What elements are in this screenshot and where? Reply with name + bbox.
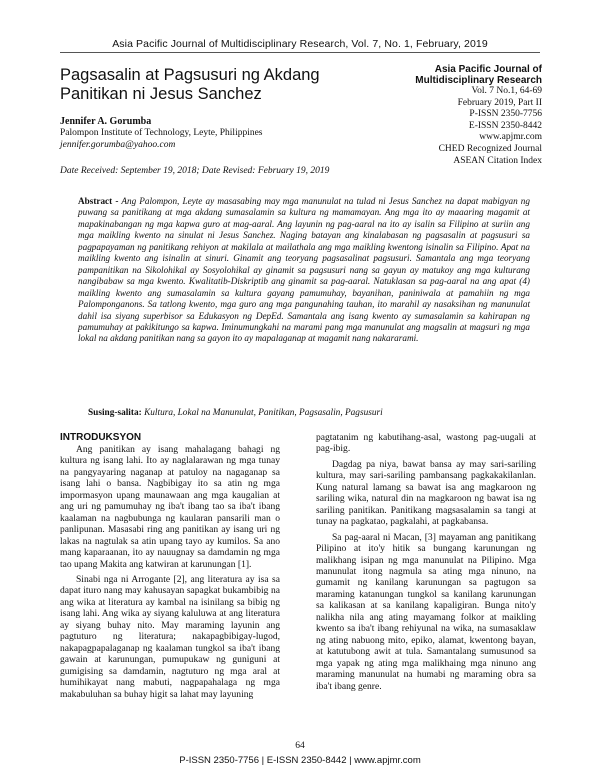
paper-title: Pagsasalin at Pagsusuri ng Akdang Panitikan ni Jesus Sanchez [60, 66, 320, 103]
journal-name-line1: Asia Pacific Journal of [434, 64, 542, 75]
intro-paragraph-2: Sinabi nga ni Arrogante [2], ang literatura ay isa sa dapat ituro nang may kahusayan sapagkat bukambibig na ang wika at literatura ay kambal na isinilang sa bibig ng isang lahi. Ang wika ay siyang kaluluwa at ang literatura ay siyang buhay nito. May maraming layunin ang pagtuturo ng literatura; nakapagbibigay-lugod, nakapagpapalaganap ng kaalaman tungkol sa iba't ibang gawain at karunungan, pumupukaw ng guniguni at gumigising sa damdamin, nagtuturo ng mga aral at humihikayat nang mabuti, nagpapahalaga ng mga makabuluhan sa buhay higit sa lahat may layuning [60, 573, 280, 700]
journal-pissn: P-ISSN 2350-7756 [469, 109, 542, 120]
running-head: Asia Pacific Journal of Multidisciplinary Research, Vol. 7, No. 1, February, 2019 [112, 38, 488, 50]
section-heading-introduksyon: INTRODUKSYON [60, 432, 142, 443]
abstract [78, 196, 530, 345]
keywords [88, 408, 528, 418]
header-rule [60, 52, 540, 53]
journal-volume: Vol. 7 No.1, 64-69 [471, 86, 542, 96]
intro-paragraph-5: Sa pag-aaral ni Macan, [3] mayaman ang panitikang Pilipino at ito'y hitik sa bungang karunungan ng malikhang isipan ng mga manunulat na Pilipino. Mga manunulat itong nagmula sa ating mga ninuno, na gumamit ng kanilang karunungan sa pagtugon sa maraming katanungan tungkol sa kanilang karunungan sa kalikasan at sa kanilang kapaligiran. Bunga nito'y nalikha nila ang ating mayamang folkor at maikling kwento sa iba't ibang rehiyunal na wika, na sumasaklaw ng ating nabuong mito, epiko, alamat, kwentong bayan, at katutubong awit at tula. Samantalang sumusunod sa mga yapak ng ating mga malikhaing mga ninuno ang maraming manunulat na humabi ng maraming obra sa iba't ibang genre. [316, 531, 536, 692]
page-number: 64 [295, 741, 305, 751]
page-footer: P-ISSN 2350-7756 | E-ISSN 2350-8442 | www.apjmr.com [179, 755, 421, 766]
journal-eissn: E-ISSN 2350-8442 [468, 120, 542, 131]
intro-paragraph-3-cont: pagtatanim ng kabutihang-asal, wastong pag-uugali at pag-ibig. [316, 432, 536, 455]
journal-ched: CHED Recognized Journal [438, 143, 542, 154]
journal-asean: ASEAN Citation Index [453, 155, 542, 166]
keywords-text: Kultura, Lokal na Manunulat, Panitikan, Pagsasalin, Pagsusuri [144, 408, 383, 418]
author-name: Jennifer A. Gorumba [60, 116, 152, 127]
journal-info-block [392, 64, 542, 167]
date-received-revised: Date Received: September 19, 2018; Date Revised: February 19, 2019 [60, 166, 330, 176]
abstract-label: Abstract - [78, 196, 119, 206]
intro-paragraph-4: Dagdag pa niya, bawat bansa ay may sari-sariling kultura, may sari-sariling pambansang pagkakakilanlan. Kung natural lamang sa bawat isa ang magkaroon ng sariling wika, natural din na magkaroon ng bawat isa ng sariling panitikan. Panitikang magsasalamin sa tangi at tunay na pagkatao, pagkalahi, at pagkabansa. [316, 458, 536, 528]
abstract-text: Ang Palompon, Leyte ay masasabing may mga manunulat na tulad ni Jesus Sanchez na dapat mabigyan ng puwang sa panitikang at mga akdang sumasalamin sa kultura ng mamamayan. Ang mga ito ay maaaring magamit at mapakinabangan ng mga kapwa guro at mag-aaral. Ang layunin ng pag-aaral na ito ay isalin sa Filipino at suriin ang mga maikling kwento na sinulat ni Jesus Sanchez. Naging batayan ang kinalabasan ng pagsasalin at pagsusuri sa pagpapayaman ng panitikang rehiyon at makilala at mailathala ang mga maikling kwentong isinalin sa Filipino. Apat na maikling kwento ang isinalin at sinuri. Ginamit ang teoryang pagsasalinat pagsusuri. Samantala ang mga teoryang pampanitikan na Sikolohikal ay Sosyolohikal ay ginamit sa pagsusuri nang sa gayun ay matukoy ang mga kulturang nangibabaw sa mga kwento. Kwalitatib-Diskriptib ang ginamit sa pag-aaral. Natuklasan sa pag-aaral na ang apat (4) maikling kwento ang sumasalamin sa kultura gayang pamumuhay, bayanihan, paniniwala at pamahiin ng mga Palomponganons. Sa tatlong kwento, mga guro ang mga pangunahing tauhan, ito marahil ay nasaksihan ng manunulat dahil isa siyang superbisor sa Edukasyon ng DepEd. Samantala ang isang kwento ay sumasalamin sa kahirapan ng pamumuhay at pakikitungo sa kapwa. Iminumungkahi na marami pang mga manunulat ang magsalin at magsuri ng mga lokal na akdang panitikan nang sa gayon ito ay mapalaganap at magamit nang nakararami. [78, 196, 530, 344]
right-column [316, 432, 536, 696]
intro-paragraph-1: Ang panitikan ay isang mahalagang bahagi ng kultura ng isang lahi. Ito ay naglalarawan ng mga tunay na pangyayaring naganap at patuloy na nagaganap sa isang lahi o bansa. Nagbibigay ito sa atin ng mga impormasyon upang maunawaan ang mga kaugalian at ang uri ng pamumuhay ng iba't ibang tao sa iba't ibang kaalaman na nagbubunga ng kaularan pansarili man o panlipunan. Masasabi ring ang panitikan ay isang uri ng lakas na nagtulak sa atin upang tayo ay kumilos. Sa ano mang kaparaanan, ito ay nauugnay sa damdamin ng mga tao upang Makita ang katwiran at karunungan [1]. [60, 444, 280, 570]
journal-website[interactable]: www.apjmr.com [479, 132, 542, 143]
left-column [60, 432, 280, 704]
author-email[interactable]: jennifer.gorumba@yahoo.com [60, 140, 176, 150]
keywords-label: Susing-salita: [88, 408, 142, 418]
journal-issue: February 2019, Part II [457, 97, 542, 108]
author-affiliation: Palompon Institute of Technology, Leyte, Philippines [60, 128, 263, 138]
journal-name-line2: Multidisciplinary Research [415, 75, 542, 86]
